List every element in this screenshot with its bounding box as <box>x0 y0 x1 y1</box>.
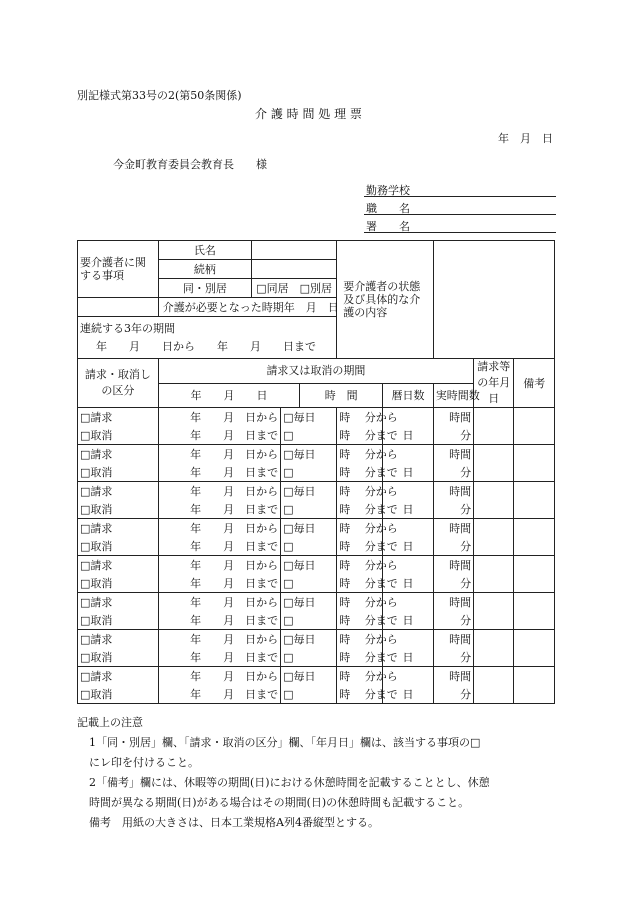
hours-cell[interactable]: 時間 <box>433 556 473 575</box>
request-date-cell[interactable] <box>474 482 514 519</box>
request-checkbox[interactable]: □請求 <box>78 445 159 464</box>
request-date-cell[interactable] <box>474 445 514 482</box>
from-date[interactable]: 年 月 日から <box>158 630 280 649</box>
time-from[interactable]: 時 分から <box>337 445 383 464</box>
to-date[interactable]: 年 月 日まで <box>158 537 280 556</box>
form-title: 介 護 時 間 処 理 票 <box>255 107 362 121</box>
hours-cell[interactable]: 時間 <box>433 630 473 649</box>
request-date-cell[interactable] <box>474 519 514 556</box>
time-to[interactable]: 時 分まで <box>337 648 383 667</box>
note-1b: にレ印を付けること。 <box>89 756 199 769</box>
from-date[interactable]: 年 月 日から <box>158 519 280 538</box>
request-checkbox[interactable]: □請求 <box>78 482 159 501</box>
time-header: 時 間 <box>300 383 383 408</box>
day-unit: 日 <box>383 611 433 630</box>
daily-checkbox[interactable]: □毎日 <box>281 593 337 612</box>
condition-field[interactable] <box>433 241 554 359</box>
request-checkbox[interactable]: □請求 <box>78 667 159 686</box>
blank-checkbox[interactable]: □ <box>281 685 337 704</box>
time-from[interactable]: 時 分から <box>337 519 383 538</box>
kubun-header: 請求・取消しの区分 <box>78 359 159 408</box>
three-year-label: 連続する3年の期間 <box>80 322 175 335</box>
remarks-cell[interactable] <box>514 408 555 445</box>
day-unit: 日 <box>383 574 433 593</box>
calendar-days-header: 暦日数 <box>383 383 433 408</box>
hours-cell[interactable]: 時間 <box>433 667 473 686</box>
minutes-cell[interactable]: 分 <box>433 537 473 556</box>
from-date[interactable]: 年 月 日から <box>158 445 280 464</box>
name-field-line[interactable] <box>364 232 556 233</box>
blank-checkbox[interactable]: □ <box>281 537 337 556</box>
remarks-cell[interactable] <box>514 630 555 667</box>
blank-checkbox[interactable]: □ <box>281 463 337 482</box>
time-from[interactable]: 時 分から <box>337 593 383 612</box>
day-unit: 日 <box>383 426 433 445</box>
to-date[interactable]: 年 月 日まで <box>158 685 280 704</box>
name-label: 署 名 <box>366 220 410 233</box>
blank-checkbox[interactable]: □ <box>281 500 337 519</box>
time-from[interactable]: 時 分から <box>337 482 383 501</box>
day-unit: 日 <box>383 648 433 667</box>
hours-cell[interactable]: 時間 <box>433 408 473 427</box>
minutes-cell[interactable]: 分 <box>433 611 473 630</box>
request-date-cell[interactable] <box>474 593 514 630</box>
request-checkbox[interactable]: □請求 <box>78 519 159 538</box>
remarks-header: 備考 <box>514 359 555 408</box>
minutes-cell[interactable]: 分 <box>433 463 473 482</box>
blank-checkbox[interactable]: □ <box>281 611 337 630</box>
time-to[interactable]: 時 分まで <box>337 500 383 519</box>
minutes-cell[interactable]: 分 <box>433 685 473 704</box>
remarks-cell[interactable] <box>514 593 555 630</box>
from-date[interactable]: 年 月 日から <box>158 482 280 501</box>
remarks-cell[interactable] <box>514 667 555 704</box>
care-spacer <box>78 298 159 317</box>
position-field-line[interactable] <box>364 214 556 215</box>
to-date[interactable]: 年 月 日まで <box>158 500 280 519</box>
minutes-cell[interactable]: 分 <box>433 500 473 519</box>
care-time-table <box>77 240 555 704</box>
request-date-header: 請求等の年月日 <box>474 359 514 408</box>
hours-cell[interactable]: 時間 <box>433 519 473 538</box>
note-2b: 時間が異なる期間(日)がある場合はその期間(日)の休憩時間も記載すること。 <box>89 796 470 809</box>
need-period-label: 介護が必要となった時期 <box>162 300 284 314</box>
care-section-label: 要介護者に関する事項 <box>78 241 159 298</box>
cancel-checkbox[interactable]: □取消 <box>78 463 159 482</box>
daily-checkbox[interactable]: □毎日 <box>281 556 337 575</box>
time-from[interactable]: 時 分から <box>337 408 383 427</box>
note-3: 備考 用紙の大きさは、日本工業規格A列4番縦型とする。 <box>89 816 379 829</box>
ymd-header: 年 月 日 <box>158 383 299 408</box>
cancel-checkbox[interactable]: □取消 <box>78 685 159 704</box>
need-period-date[interactable]: 年 月 日 <box>283 300 339 314</box>
hours-cell[interactable]: 時間 <box>433 445 473 464</box>
daily-checkbox[interactable]: □毎日 <box>281 482 337 501</box>
daily-checkbox[interactable]: □毎日 <box>281 519 337 538</box>
relation-field[interactable] <box>251 260 336 279</box>
daily-checkbox[interactable]: □毎日 <box>281 630 337 649</box>
request-date-cell[interactable] <box>474 667 514 704</box>
relation-label: 続柄 <box>158 260 251 279</box>
notes <box>77 713 557 833</box>
time-from[interactable]: 時 分から <box>337 630 383 649</box>
hours-cell[interactable]: 時間 <box>433 482 473 501</box>
to-date[interactable]: 年 月 日まで <box>158 426 280 445</box>
day-unit: 日 <box>383 537 433 556</box>
time-to[interactable]: 時 分まで <box>337 574 383 593</box>
form-number: 別記様式第33号の2(第50条関係) <box>77 89 242 102</box>
request-checkbox[interactable]: □請求 <box>78 556 159 575</box>
minutes-cell[interactable]: 分 <box>433 426 473 445</box>
cancel-checkbox[interactable]: □取消 <box>78 648 159 667</box>
time-to[interactable]: 時 分まで <box>337 537 383 556</box>
from-date[interactable]: 年 月 日から <box>158 593 280 612</box>
actual-hours-header: 実時間数 <box>433 383 473 408</box>
addressee: 今金町教育委員会教育長 様 <box>113 158 267 171</box>
school-label: 勤務学校 <box>366 184 410 197</box>
care-name-field[interactable] <box>251 241 336 260</box>
date-line: 年 月 日 <box>498 132 553 145</box>
daily-checkbox[interactable]: □毎日 <box>281 445 337 464</box>
time-from[interactable]: 時 分から <box>337 556 383 575</box>
blank-checkbox[interactable]: □ <box>281 574 337 593</box>
minutes-cell[interactable]: 分 <box>433 574 473 593</box>
cancel-checkbox[interactable]: □取消 <box>78 574 159 593</box>
from-date[interactable]: 年 月 日から <box>158 556 280 575</box>
day-unit: 日 <box>383 500 433 519</box>
request-date-cell[interactable] <box>474 630 514 667</box>
time-to[interactable]: 時 分まで <box>337 685 383 704</box>
request-date-cell[interactable] <box>474 556 514 593</box>
minutes-cell[interactable]: 分 <box>433 648 473 667</box>
to-date[interactable]: 年 月 日まで <box>158 463 280 482</box>
cancel-checkbox[interactable]: □取消 <box>78 500 159 519</box>
cancel-checkbox[interactable]: □取消 <box>78 611 159 630</box>
to-date[interactable]: 年 月 日まで <box>158 611 280 630</box>
blank-checkbox[interactable]: □ <box>281 648 337 667</box>
school-field-line[interactable] <box>364 196 556 197</box>
daily-checkbox[interactable]: □毎日 <box>281 408 337 427</box>
request-checkbox[interactable]: □請求 <box>78 630 159 649</box>
from-date[interactable]: 年 月 日から <box>158 667 280 686</box>
cohabit-label: 同・別居 <box>158 279 251 298</box>
daily-checkbox[interactable]: □毎日 <box>281 667 337 686</box>
position-label: 職 名 <box>366 202 410 215</box>
blank-checkbox[interactable]: □ <box>281 426 337 445</box>
time-from[interactable]: 時 分から <box>337 667 383 686</box>
to-date[interactable]: 年 月 日まで <box>158 648 280 667</box>
request-checkbox[interactable]: □請求 <box>78 593 159 612</box>
day-unit: 日 <box>383 685 433 704</box>
note-2a: 2「備考」欄には、休暇等の期間(日)における休憩時間を記載することとし、休憩 <box>89 776 490 789</box>
remarks-cell[interactable] <box>514 482 555 519</box>
period-header: 請求又は取消の期間 <box>158 359 473 384</box>
request-date-cell[interactable] <box>474 408 514 445</box>
hours-cell[interactable]: 時間 <box>433 593 473 612</box>
remarks-cell[interactable] <box>514 556 555 593</box>
cancel-checkbox[interactable]: □取消 <box>78 426 159 445</box>
time-to[interactable]: 時 分まで <box>337 611 383 630</box>
cohabit-options[interactable]: □同居 □別居 <box>251 279 336 298</box>
time-to[interactable]: 時 分まで <box>337 426 383 445</box>
condition-label: 要介護者の状態及び具体的な介護の内容 <box>337 241 433 359</box>
to-date[interactable]: 年 月 日まで <box>158 574 280 593</box>
remarks-cell[interactable] <box>514 519 555 556</box>
day-unit: 日 <box>383 463 433 482</box>
three-year-range[interactable]: 年 月 日から 年 月 日まで <box>96 340 316 353</box>
cancel-checkbox[interactable]: □取消 <box>78 537 159 556</box>
name-cell-label: 氏名 <box>158 241 251 260</box>
from-date[interactable]: 年 月 日から <box>158 408 280 427</box>
request-checkbox[interactable]: □請求 <box>78 408 159 427</box>
note-1a: 1「同・別居」欄、「請求・取消の区分」欄、「年月日」欄は、該当する事項の□ <box>89 736 481 749</box>
time-to[interactable]: 時 分まで <box>337 463 383 482</box>
notes-heading: 記載上の注意 <box>77 716 143 729</box>
remarks-cell[interactable] <box>514 445 555 482</box>
